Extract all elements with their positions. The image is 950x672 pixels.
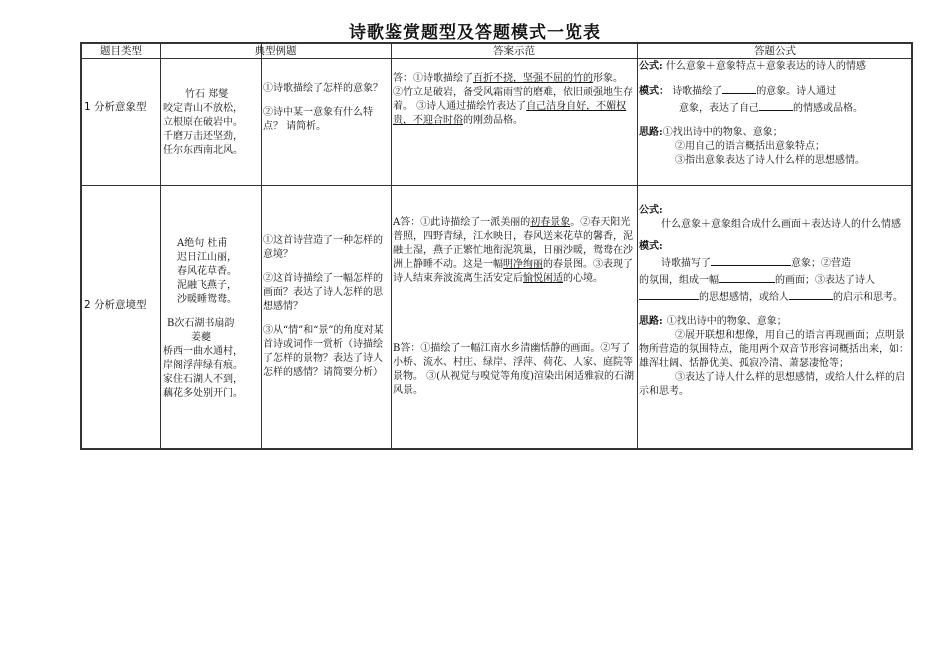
poem-line: 立根原在破岩中。 [163, 117, 243, 128]
header-formula: 答题公式 [754, 45, 796, 57]
question: ①诗歌描绘了怎样的意象？ [263, 83, 383, 94]
row2-poems [163, 237, 259, 401]
mode-label: 模式： [639, 86, 669, 97]
answer-underlined: 初春景象 [530, 217, 571, 228]
row2-answer-a [393, 216, 635, 286]
row-divider [82, 58, 911, 59]
step: ②用自己的语言概括出意象特点； [675, 141, 825, 152]
poem-author: 姜夔 [191, 332, 211, 343]
mode-text: 的氛围，组成一幅 [639, 275, 719, 286]
step: ③指出意象表达了诗人什么样的思想感情。 [675, 155, 865, 166]
poem-line: 岸阁浮萍绿有痕。 [163, 360, 243, 371]
poem-title: 竹石 郑燮 [185, 89, 229, 100]
answer-text: 的刚劲品格。 [463, 115, 523, 126]
poem-line: 千磨万击还坚劲， [163, 131, 243, 142]
poem-line: 藕花多处别开门。 [163, 388, 243, 399]
poem-line: 迟日江山丽， [177, 252, 237, 263]
answer-underlined: 愉悦闲适 [523, 273, 563, 284]
answer-blank [789, 288, 833, 300]
answer-blank [639, 288, 699, 300]
mode-text: 的情感或品格。 [793, 103, 863, 114]
steps-label: 思路: [639, 316, 663, 327]
mode-text: 的画面；③表达了诗人 [775, 275, 875, 286]
answer-underlined: 百折不挠，坚强不屈的竹的 [473, 73, 593, 84]
formula-label: 公式: [639, 205, 663, 216]
answer-text: 答：①诗歌描绘了 [393, 73, 473, 84]
row2-type: 2 分析意境型 [84, 299, 147, 311]
answer-text: A答：①此诗描绘了一派美丽的 [393, 217, 531, 228]
row2-questions [263, 234, 389, 380]
poem-line: 沙暖睡鸳鸯。 [177, 294, 237, 305]
summary-table [80, 42, 913, 450]
row1-formula [639, 60, 911, 168]
header-type: 题目类型 [100, 45, 142, 57]
column-divider [160, 44, 161, 448]
answer-text: 的春景图。③表现了诗人结束奔波流离生活安定后 [393, 259, 633, 284]
mode-text: 诗歌描写了 [661, 258, 711, 269]
formula-text: 什么意象＋意象特点＋意象表达的诗人的情感 [665, 61, 866, 72]
answer-blank [759, 99, 793, 111]
header-answer: 答案示范 [493, 45, 535, 57]
answer-blank [711, 254, 791, 266]
poem-line: 家住石湖人不到， [163, 374, 243, 385]
row-divider [82, 185, 911, 186]
row1-type: 1 分析意象型 [84, 101, 147, 113]
question: ①这首诗营造了一种怎样的意境？ [263, 235, 383, 260]
poem-title: B次石湖书扇韵 [167, 318, 235, 329]
answer-text: 。②春天阳光普照，四野青绿，江水映日，春风送来花草的馨香，泥融土湿，燕子正繁忙地衔泥筑巢，日丽沙暖，鸳鸯在沙洲上静睡不动。这是一幅 [393, 217, 633, 270]
column-divider [637, 44, 638, 448]
row1-poem [163, 88, 259, 158]
poem-line: 咬定青山不放松， [163, 103, 243, 114]
mode-label: 模式: [639, 241, 663, 252]
step: ②展开联想和想像，用自己的语言再现画面；点明景物所营造的氛围特点，能用两个双音节形容词概括出来，如：雄浑壮阔、恬静优美、孤寂冷清、萧瑟凄怆等； [639, 330, 909, 369]
answer-text: 的心境。 [563, 273, 603, 284]
row1-answer [393, 72, 635, 128]
header-example: 典型例题 [254, 45, 297, 57]
poem-title: A绝句 杜甫 [177, 238, 228, 249]
answer-underlined: 明净绚丽 [503, 259, 543, 270]
formula-text: 什么意象＋意象组合成什么画面＋表达诗人的什么情感 [661, 219, 901, 230]
steps-label: 思路: [639, 127, 663, 138]
page-title: 诗歌鉴赏题型及答题模式一览表 [349, 23, 601, 43]
poem-line: 泥融飞燕子， [177, 280, 237, 291]
question: ②诗中某一意象有什么特点？ 请简析。 [263, 107, 373, 132]
question: ②这首诗描绘了一幅怎样的画面？表达了诗人怎样的思想感情？ [263, 273, 383, 312]
answer-blank [722, 82, 756, 94]
row2-formula [639, 204, 911, 399]
answer-underlined: 自己洁身自好，不媚权贵，不迎合时俗 [393, 101, 627, 126]
mode-text: 意象；②营造 [791, 258, 851, 269]
mode-text: 的意象。诗人通过 [756, 86, 837, 97]
poem-line: 春风花草香。 [177, 266, 237, 277]
column-divider [261, 44, 262, 448]
mode-text: 意象，表达了自己 [679, 103, 759, 114]
step: ①找出诗中的物象、意象； [666, 316, 787, 327]
row1-questions [263, 82, 389, 134]
step: ③表达了诗人什么样的思想感情，或给人什么样的启示和思考。 [639, 372, 905, 397]
step: ①找出诗中的物象、意象； [662, 127, 783, 138]
mode-text: 的思想感情，或给人 [699, 292, 789, 303]
poem-line: 任尔东西南北风。 [163, 145, 243, 156]
mode-text: 诗歌描绘了 [672, 86, 723, 97]
answer-text: 形象。 ②竹立足破岩，备受风霜雨雪的磨难，依旧顽强地生存着。 ③诗人通过描绘竹表达了 [393, 73, 633, 112]
column-divider [391, 44, 392, 448]
question: ③从“情”和“景”的角度对某首诗或词作一赏析（诗描绘了怎样的景物？表达了诗人怎样的感情？请简要分析） [263, 325, 384, 378]
poem-line: 桥西一曲水通村， [163, 346, 243, 357]
answer-blank [719, 271, 775, 283]
mode-text: 的启示和思考。 [833, 292, 903, 303]
formula-label: 公式: [639, 61, 663, 72]
row2-answer-b: B答：①描绘了一幅江南水乡清幽恬静的画面。②写了小桥、流水、村庄、绿岸、浮萍、荷花、人家、庭院等景物。 ③(从视觉与嗅觉等角度)渲染出闲适雅寂的石湖风景。 [393, 343, 634, 396]
